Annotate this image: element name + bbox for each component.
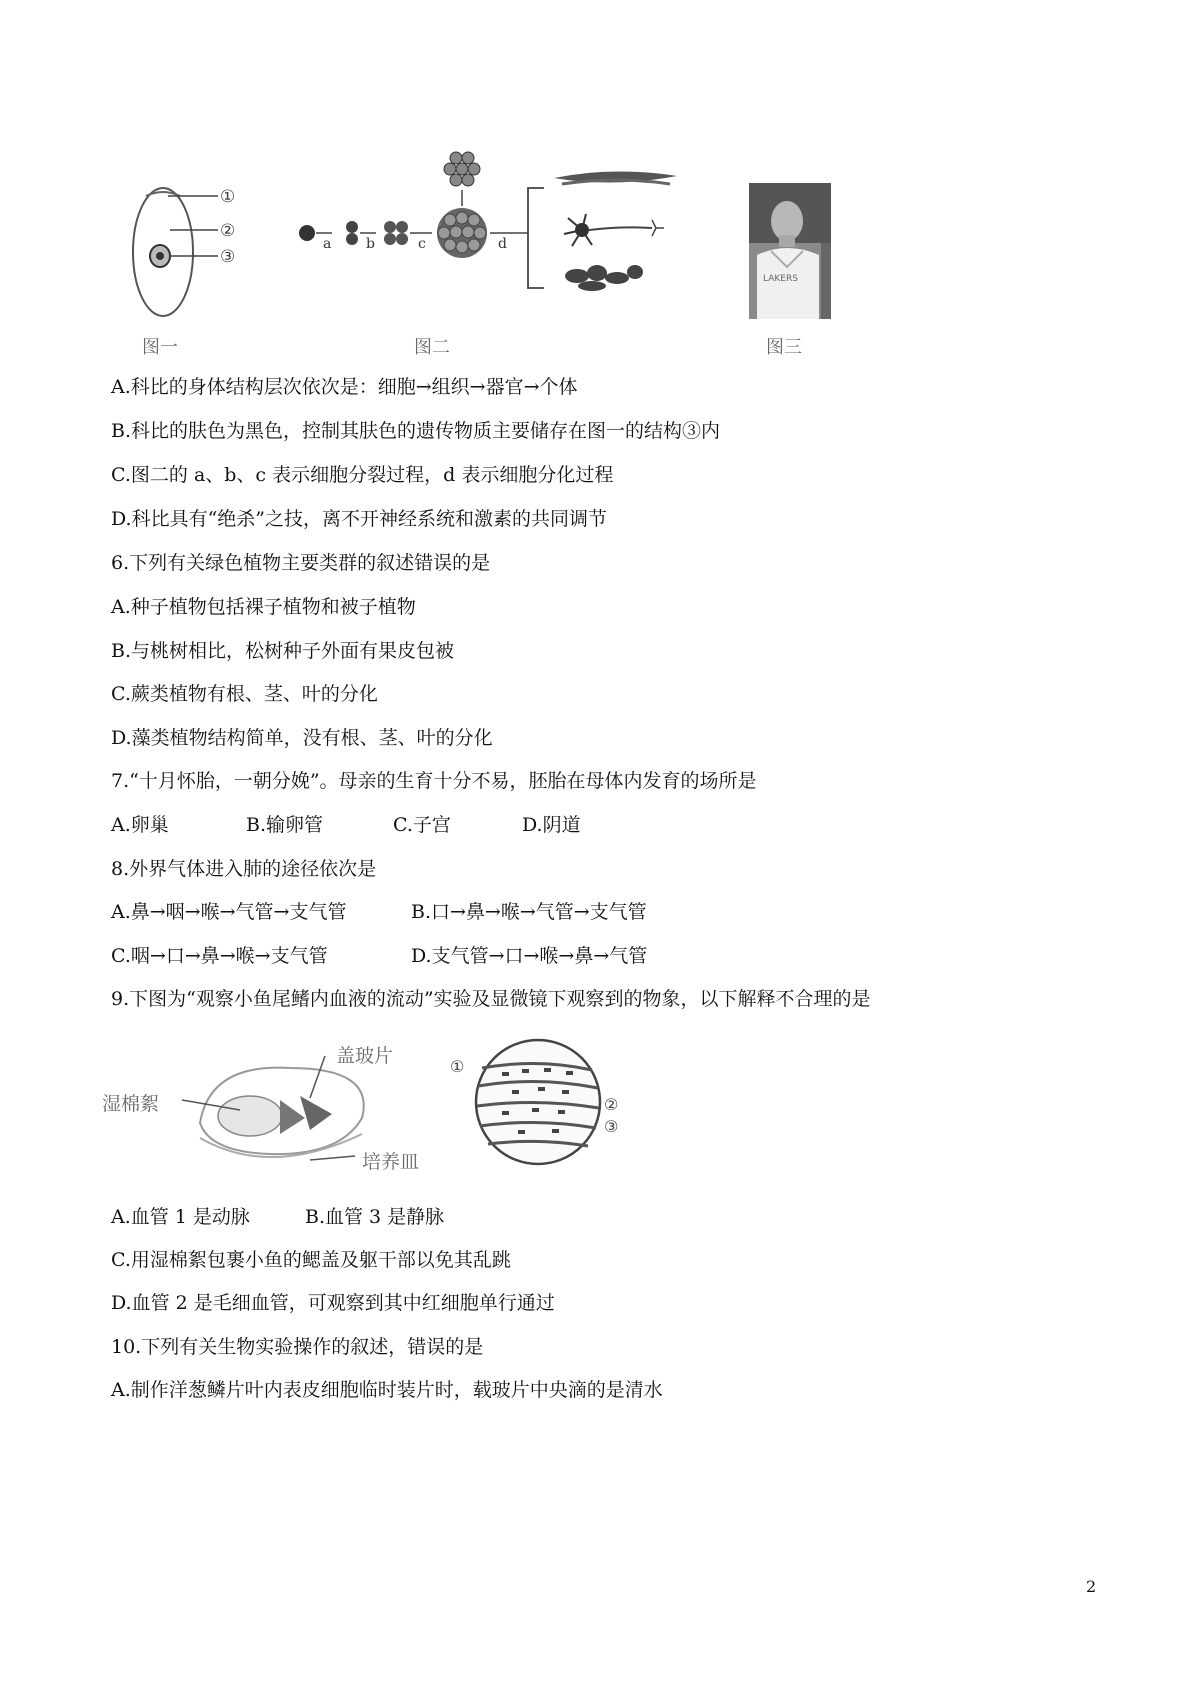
- figure-3-photo: [749, 183, 831, 319]
- q6-option-d: D.藻类植物结构简单，没有根、茎、叶的分化: [111, 727, 493, 749]
- q6-option-a: A.种子植物包括裸子植物和被子植物: [111, 596, 416, 618]
- q9-stem: 9.下图为“观察小鱼尾鳍内血液的流动”实验及显微镜下观察到的物象，以下解释不合理的是: [111, 988, 871, 1010]
- q7-option-d: D.阴道: [522, 814, 581, 836]
- q5-option-c: C.图二的 a、b、c 表示细胞分裂过程，d 表示细胞分化过程: [111, 464, 614, 486]
- figure-2-division-diagram: [292, 148, 712, 328]
- q6-option-c: C.蕨类植物有根、茎、叶的分化: [111, 683, 378, 705]
- fig1-mark-2: ②: [220, 221, 236, 241]
- q8-option-a: A.鼻→咽→喉→气管→支气管: [111, 901, 347, 923]
- q8-stem: 8.外界气体进入肺的途径依次是: [111, 858, 377, 880]
- label-cotton: 湿棉絮: [102, 1093, 160, 1115]
- label-cover-slip: 盖玻片: [336, 1045, 394, 1067]
- fig2-step-c: c: [418, 236, 426, 252]
- fig2-step-b: b: [366, 236, 375, 252]
- q7-option-a: A.卵巢: [111, 814, 169, 836]
- label-culture-dish: 培养皿: [362, 1151, 420, 1173]
- micro-mark-3: ③: [604, 1117, 619, 1136]
- fig2-step-a: a: [323, 236, 332, 252]
- figure-1-cell-diagram: [118, 180, 268, 320]
- fig1-mark-3: ③: [220, 247, 236, 267]
- q9-option-d: D.血管 2 是毛细血管，可观察到其中红细胞单行通过: [111, 1292, 555, 1314]
- q5-option-b: B.科比的肤色为黑色，控制其肤色的遗传物质主要储存在图一的结构③内: [111, 420, 721, 442]
- q9-option-c: C.用湿棉絮包裹小鱼的鳃盖及躯干部以免其乱跳: [111, 1249, 511, 1271]
- q9-option-b: B.血管 3 是静脉: [305, 1206, 445, 1228]
- q9-option-a: A.血管 1 是动脉: [111, 1206, 250, 1228]
- fig1-mark-1: ①: [220, 187, 236, 207]
- q8-option-b: B.口→鼻→喉→气管→支气管: [411, 901, 647, 923]
- jersey-text: LAKERS: [763, 274, 798, 284]
- micro-mark-2: ②: [604, 1095, 619, 1114]
- q7-stem: 7.“十月怀胎，一朝分娩”。母亲的生育十分不易，胚胎在母体内发育的场所是: [111, 770, 757, 792]
- q10-stem: 10.下列有关生物实验操作的叙述，错误的是: [111, 1336, 484, 1358]
- figure-fish-experiment: [100, 1038, 440, 1178]
- figure-2-caption: 图二: [414, 337, 450, 358]
- figure-microscope-view: [442, 1028, 642, 1178]
- q8-option-c: C.咽→口→鼻→喉→支气管: [111, 945, 328, 967]
- q7-option-b: B.输卵管: [246, 814, 324, 836]
- fig2-step-d: d: [498, 236, 507, 252]
- q6-stem: 6.下列有关绿色植物主要类群的叙述错误的是: [111, 552, 491, 574]
- micro-mark-1: ①: [450, 1057, 465, 1076]
- q10-option-a: A.制作洋葱鳞片叶内表皮细胞临时装片时，载玻片中央滴的是清水: [111, 1379, 663, 1401]
- q6-option-b: B.与桃树相比，松树种子外面有果皮包被: [111, 640, 455, 662]
- q8-option-d: D.支气管→口→喉→鼻→气管: [411, 945, 648, 967]
- q7-option-c: C.子宫: [393, 814, 451, 836]
- q5-option-d: D.科比具有“绝杀”之技，离不开神经系统和激素的共同调节: [111, 508, 608, 530]
- figure-1-caption: 图一: [142, 337, 178, 358]
- figure-3-caption: 图三: [766, 337, 802, 358]
- q5-option-a: A.科比的身体结构层次依次是：细胞→组织→器官→个体: [111, 376, 578, 398]
- page-number: 2: [1086, 1577, 1097, 1596]
